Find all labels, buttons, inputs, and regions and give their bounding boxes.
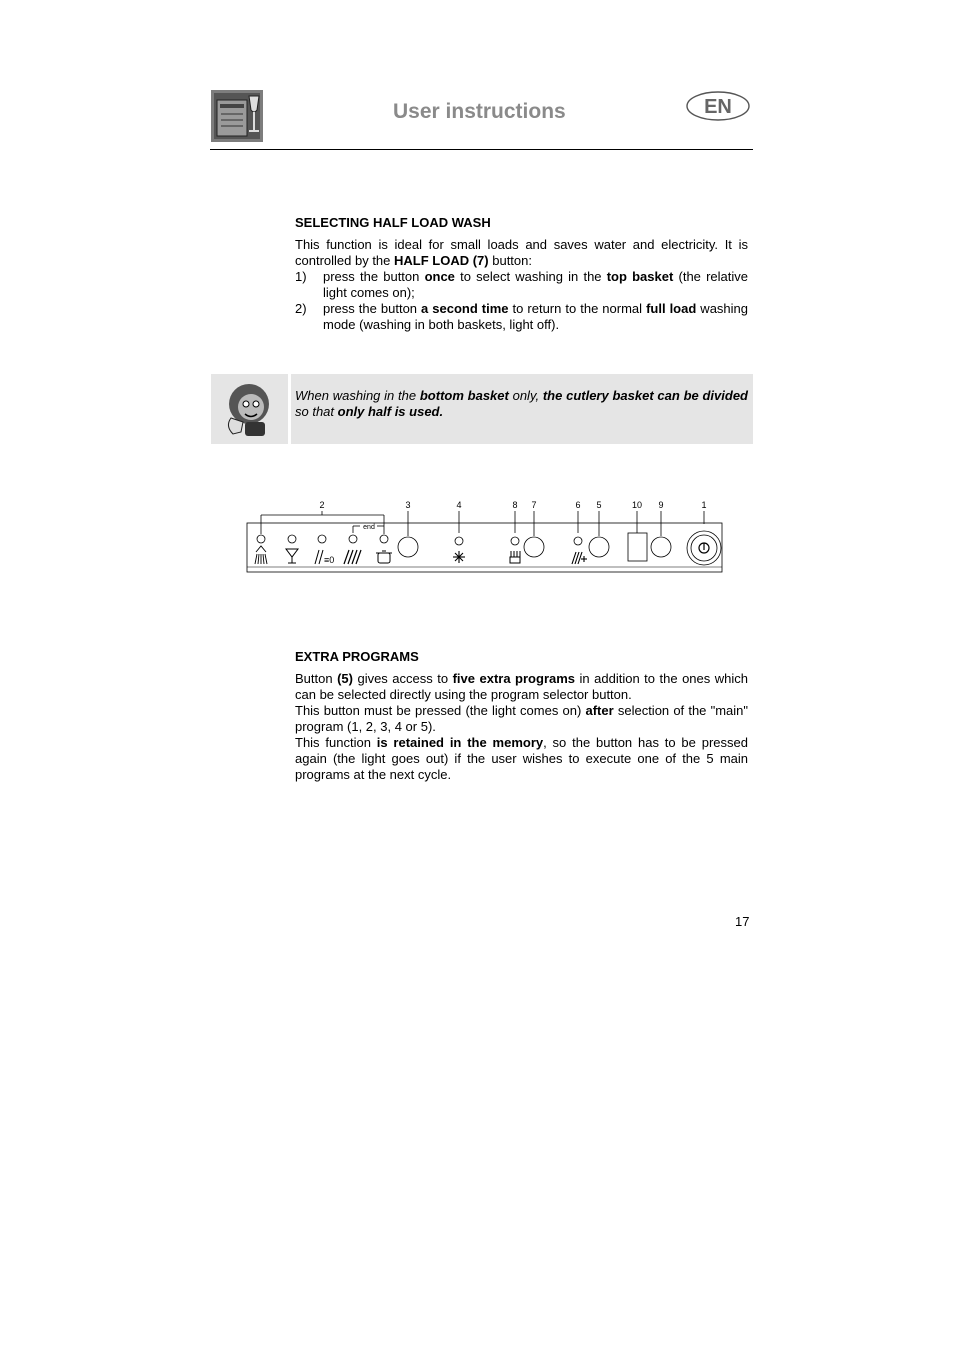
section-body-extra-programs — [295, 671, 748, 783]
callout-5: 5 — [596, 500, 602, 510]
list-item: 2) press the button a second time to return to the normal full load washing mode (washing in both baskets, light off). — [295, 301, 749, 332]
pot-icon — [376, 551, 392, 563]
callout-7: 7 — [531, 500, 537, 510]
half-load-intro: This function is ideal for small loads and saves water and electricity. It is controlled by the HALF LOAD (7) button: — [295, 237, 748, 268]
eco-plates-icon — [315, 550, 334, 565]
header-divider — [210, 149, 753, 150]
callout-10: 10 — [631, 500, 643, 510]
glass-icon — [286, 549, 298, 563]
half-load-basket-icon — [510, 551, 520, 563]
page-number: 17 — [735, 914, 750, 929]
callout-8: 8 — [512, 500, 518, 510]
sparkle-icon — [453, 551, 465, 563]
intensive-plates-icon — [344, 550, 361, 564]
cartoon-mascot-icon — [211, 374, 288, 444]
section-title-half-load: SELECTING HALF LOAD WASH — [295, 215, 491, 230]
page-title: User instructions — [393, 100, 566, 123]
callout-1: 1 — [701, 500, 707, 510]
callout-3: 3 — [405, 500, 411, 510]
extra-paragraph-1: Button (5) gives access to five extra programs in addition to the ones which can be selected directly using the program selector button. — [295, 671, 748, 702]
half-load-button[interactable] — [524, 537, 544, 557]
extra-paragraph-2: This button must be pressed (the light comes on) after selection of the "main" program (1, 2, 3, 4 or 5). — [295, 703, 748, 734]
control-panel-diagram — [240, 496, 730, 578]
callout-4: 4 — [456, 500, 462, 510]
tip-text: When washing in the bottom basket only, the cutlery basket can be divided so that only half is used. — [295, 388, 748, 419]
delay-button[interactable] — [651, 537, 671, 557]
section-title-extra-programs: EXTRA PROGRAMS — [295, 649, 419, 664]
shower-icon — [255, 546, 267, 564]
callout-6: 6 — [575, 500, 581, 510]
list-item: 1) press the button once to select washing in the top basket (the relative light comes on); — [295, 269, 748, 300]
dishwasher-logo-icon — [211, 90, 263, 142]
callout-2: 2 — [319, 500, 325, 510]
callout-9: 9 — [658, 500, 664, 510]
lang-code: EN — [704, 96, 732, 118]
extra-programs-button[interactable] — [589, 537, 609, 557]
extra-paragraph-3: This function is retained in the memory, so the button has to be pressed again (the light goes out) if the user wishes to execute one of the 5 main programs at the next cycle. — [295, 735, 748, 782]
section-body-half-load — [295, 237, 748, 333]
tip-illustration-cell — [211, 374, 288, 444]
extra-plus-icon — [572, 552, 587, 564]
en-badge-icon — [685, 90, 751, 122]
door-handle[interactable] — [628, 533, 647, 561]
svg-text:≡0: ≡0 — [324, 555, 335, 565]
program-button[interactable] — [398, 537, 418, 557]
end-label: end — [363, 524, 375, 531]
